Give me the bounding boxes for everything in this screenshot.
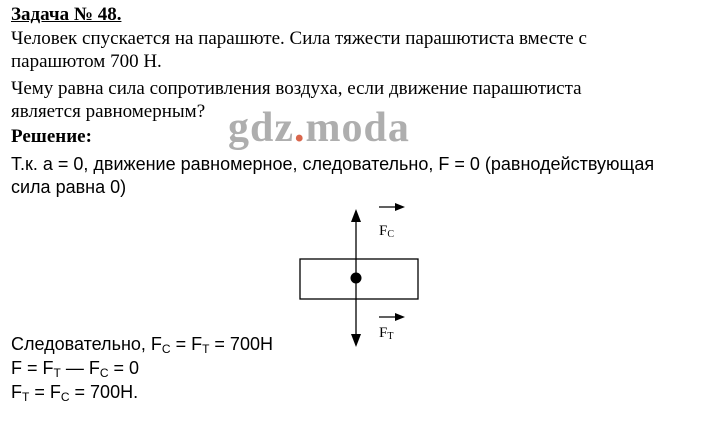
down-arrowhead <box>351 334 361 347</box>
equation-2: $F = F_T$ — $F_C = 0$ <box>11 358 140 380</box>
upper-vector-arrowhead <box>395 203 405 211</box>
problem-line-1: Человек спускается на парашюте. Сила тяжести парашютиста вместе с <box>11 28 587 49</box>
solution-line-2: сила равна 0) <box>11 177 127 197</box>
problem-line-4: является равномерным? <box>11 101 206 122</box>
center-point <box>351 273 362 284</box>
watermark-logo <box>228 104 410 152</box>
force-diagram <box>290 195 430 350</box>
problem-line-2: парашютом 700 Н. <box>11 51 162 72</box>
lower-vector-arrowhead <box>395 313 405 321</box>
watermark-dot: . <box>294 105 306 151</box>
solution-heading: Решение: <box>11 126 92 147</box>
equation-1: Следовательно, $F_C = F_T = 700Н$ <box>11 334 273 356</box>
watermark-right: moda <box>305 105 410 151</box>
problem-line-3: Чему равна сила сопротивления воздуха, если движение парашютиста <box>11 78 582 99</box>
watermark-left: gdz <box>228 105 294 151</box>
up-arrowhead <box>351 209 361 222</box>
upper-force-label: FC <box>379 223 395 240</box>
equation-3: $F_T = F_C = 700Н$. <box>11 382 139 404</box>
lower-force-label: FT <box>379 325 394 342</box>
problem-title: Задача № 48. <box>11 4 122 25</box>
solution-line-1: Т.к. a = 0, движение равномерное, следовательно, F = 0 (равнодействующая <box>11 154 655 174</box>
